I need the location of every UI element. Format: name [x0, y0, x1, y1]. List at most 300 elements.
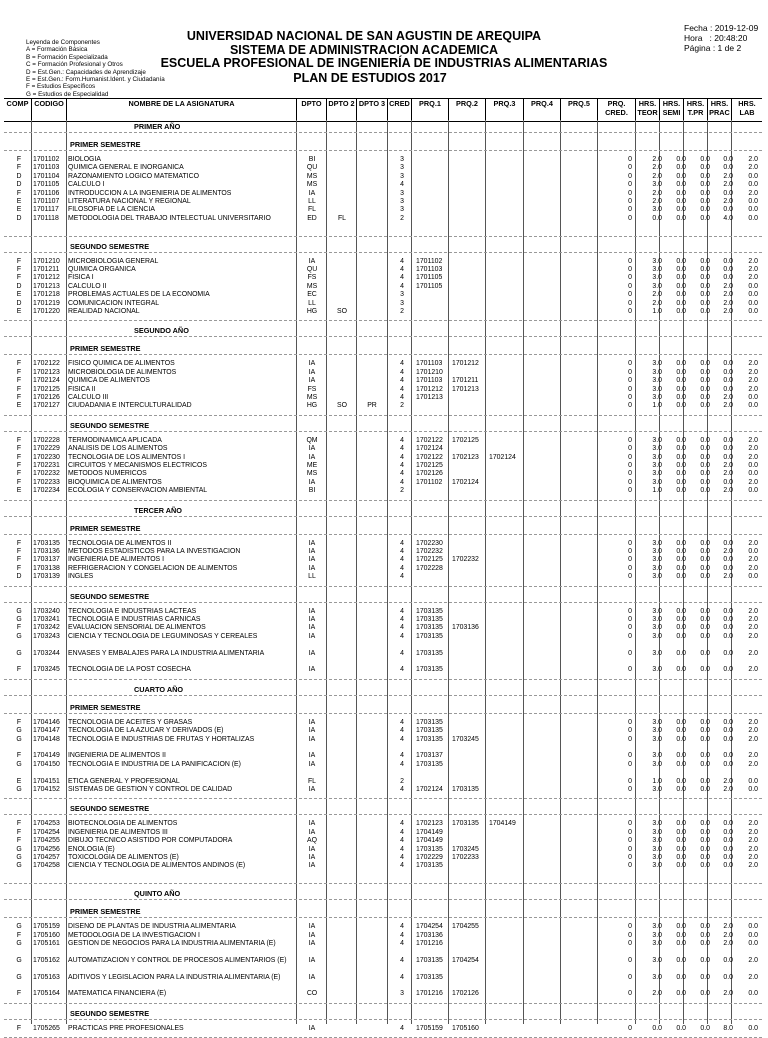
course-prereq1: 1704149 [416, 828, 443, 836]
course-prereq-credits: 0 [628, 931, 632, 939]
course-credits: 4 [400, 616, 404, 623]
course-hrs-prac: 0.0 [723, 607, 733, 615]
course-dept: IA [308, 257, 316, 265]
course-prereq1: 1702125 [416, 462, 443, 469]
course-prereq-credits: 0 [628, 198, 632, 205]
section-heading: QUINTO AÑO [134, 889, 181, 899]
course-hrs-semi: 0.0 [676, 820, 686, 828]
column-header: HRS. TEOR [635, 99, 659, 121]
course-credits: 4 [400, 470, 404, 478]
course-prereq1: 1703135 [416, 607, 443, 615]
row-separator [4, 899, 762, 900]
course-hrs-semi: 0.0 [676, 402, 686, 410]
course-code: 1701104 [33, 172, 60, 180]
course-code: 1701107 [33, 198, 60, 205]
row-separator [4, 883, 762, 884]
course-dept: ME [306, 462, 318, 469]
course-hrs-semi: 0.0 [676, 181, 686, 189]
course-prereq1: 1703135 [416, 649, 443, 657]
course-hrs-tpr: 0.0 [700, 931, 710, 939]
course-hrs-prac: 0.0 [723, 649, 733, 657]
course-name: COMUNICACION INTEGRAL [68, 299, 160, 307]
legend-line: F = Estudios Específicos [26, 83, 96, 91]
course-component: G [16, 735, 22, 743]
course-dept: FL [307, 777, 317, 785]
course-prereq1: 1703135 [416, 632, 443, 640]
course-name: REALIDAD NACIONAL [68, 308, 140, 315]
course-code: 1702127 [33, 402, 60, 410]
course-component: F [16, 377, 22, 385]
course-hrs-tpr: 0.0 [700, 956, 710, 964]
course-component: D [16, 282, 22, 290]
course-name: QUIMICA GENERAL E INORGANICA [68, 164, 184, 172]
course-dept2: FL [337, 214, 347, 222]
course-dept: IA [308, 820, 316, 828]
course-prereq-credits: 0 [628, 470, 632, 478]
course-name: INGENIERIA DE ALIMENTOS I [68, 556, 164, 564]
course-prereq-credits: 0 [628, 752, 632, 760]
course-code: 1705160 [33, 931, 60, 939]
course-credits: 4 [400, 257, 404, 265]
row-separator [4, 798, 762, 799]
course-dept: IA [308, 360, 316, 368]
course-name: TECNOLOGIA E INDUSTRIAS CARNICAS [68, 616, 201, 623]
course-hrs-tpr: 0.0 [700, 360, 710, 368]
course-prereq-credits: 0 [628, 624, 632, 632]
course-code: 1704253 [33, 820, 60, 828]
page-number: Página : 1 de 2 [684, 43, 742, 53]
course-prereq1: 1701102 [416, 478, 443, 486]
course-code: 1702229 [33, 445, 60, 453]
course-code: 1703138 [33, 564, 60, 572]
course-hrs-teor: 3.0 [652, 462, 662, 469]
course-hrs-tpr: 0.0 [700, 632, 710, 640]
course-hrs-prac: 2.0 [723, 990, 733, 998]
course-prereq1: 1701212 [416, 385, 443, 393]
course-dept: FS [307, 385, 317, 393]
course-dept: LL [308, 299, 316, 307]
course-name: FISICA II [68, 385, 96, 393]
row-separator [4, 415, 762, 416]
course-hrs-lab: 2.0 [748, 862, 758, 870]
course-name: CALCULO I [68, 181, 105, 189]
course-dept3: PR [367, 402, 377, 410]
course-code: 1701103 [33, 164, 60, 172]
course-hrs-semi: 0.0 [676, 607, 686, 615]
course-hrs-teor: 3.0 [652, 445, 662, 453]
legend-line: C = Formación Profesional y Otros [26, 61, 123, 69]
section-heading: SEGUNDO SEMESTRE [70, 1008, 150, 1018]
section-heading: SEGUNDO SEMESTRE [70, 804, 150, 814]
course-hrs-semi: 0.0 [676, 394, 686, 401]
course-component: G [16, 923, 22, 931]
course-prereq-credits: 0 [628, 556, 632, 564]
course-hrs-prac: 0.0 [723, 973, 733, 981]
course-prereq-credits: 0 [628, 214, 632, 222]
course-credits: 4 [400, 453, 404, 461]
course-hrs-semi: 0.0 [676, 956, 686, 964]
course-hrs-semi: 0.0 [676, 573, 686, 581]
course-prereq1: 1703135 [416, 666, 443, 674]
course-dept: MS [306, 470, 318, 478]
course-prereq2: 1703135 [452, 786, 479, 793]
legend-line: G = Estudios de Especialidad [26, 90, 109, 98]
course-dept: IA [308, 1024, 316, 1032]
course-hrs-teor: 3.0 [652, 436, 662, 444]
course-hrs-prac: 2.0 [723, 470, 733, 478]
course-prereq-credits: 0 [628, 828, 632, 836]
course-hrs-semi: 0.0 [676, 735, 686, 743]
course-hrs-lab: 2.0 [748, 607, 758, 615]
course-code: 1705161 [33, 940, 60, 947]
course-prereq2: 1703245 [452, 735, 479, 743]
course-code: 1703245 [33, 666, 60, 674]
course-prereq2: 1702123 [452, 453, 479, 461]
course-hrs-lab: 2.0 [748, 564, 758, 572]
course-hrs-teor: 3.0 [652, 266, 662, 273]
course-dept: HG [306, 308, 318, 315]
course-credits: 4 [400, 862, 404, 870]
course-hrs-teor: 1.0 [652, 402, 662, 410]
course-hrs-teor: 3.0 [652, 181, 662, 189]
course-dept2: SO [337, 308, 347, 315]
course-hrs-teor: 3.0 [652, 368, 662, 376]
course-name: TECNOLOGIA E INDUSTRIAS LACTEAS [68, 607, 197, 615]
course-component: F [16, 666, 22, 674]
course-hrs-teor: 0.0 [652, 1024, 662, 1032]
course-credits: 2 [400, 214, 404, 222]
course-code: 1705265 [33, 1024, 60, 1032]
course-component: G [16, 854, 22, 861]
column-divider [448, 120, 449, 1024]
course-prereq1: 1701102 [416, 257, 443, 265]
course-prereq2: 1703245 [452, 845, 479, 853]
course-prereq-credits: 0 [628, 760, 632, 768]
course-name: ADITIVOS Y LEGISLACION PARA LA INDUSTRIA ALIMENTARIA (E) [68, 973, 281, 981]
course-name: BIOLOGIA [68, 156, 101, 163]
course-hrs-teor: 3.0 [652, 760, 662, 768]
column-header: PRQ.4 [523, 99, 560, 121]
course-credits: 3 [400, 156, 404, 163]
course-component: F [16, 257, 22, 265]
course-prereq1: 1703135 [416, 973, 443, 981]
column-header: PRQ.1 [411, 99, 448, 121]
course-credits: 4 [400, 931, 404, 939]
course-hrs-teor: 1.0 [652, 777, 662, 785]
course-hrs-prac: 0.0 [723, 189, 733, 197]
course-name: CIENCIA Y TECNOLOGIA DE LEGUMINOSAS Y CEREALES [68, 632, 258, 640]
course-hrs-semi: 0.0 [676, 282, 686, 290]
course-name: INGLES [68, 573, 94, 581]
course-dept: IA [308, 752, 316, 760]
course-component: G [16, 862, 22, 870]
section-heading: SEGUNDO AÑO [134, 326, 189, 336]
course-credits: 4 [400, 973, 404, 981]
course-dept: IA [308, 564, 316, 572]
course-hrs-teor: 3.0 [652, 453, 662, 461]
course-hrs-lab: 2.0 [748, 752, 758, 760]
course-component: G [16, 649, 22, 657]
course-hrs-semi: 0.0 [676, 760, 686, 768]
course-prereq-credits: 0 [628, 436, 632, 444]
course-credits: 4 [400, 548, 404, 555]
course-hrs-prac: 0.0 [723, 752, 733, 760]
course-hrs-lab: 2.0 [748, 973, 758, 981]
course-hrs-tpr: 0.0 [700, 607, 710, 615]
course-credits: 4 [400, 564, 404, 572]
course-code: 1702230 [33, 453, 60, 461]
course-code: 1701219 [33, 299, 60, 307]
course-hrs-prac: 0.0 [723, 556, 733, 564]
course-hrs-lab: 2.0 [748, 164, 758, 172]
course-hrs-tpr: 0.0 [700, 777, 710, 785]
column-header: PRQ.3 [485, 99, 523, 121]
course-credits: 4 [400, 573, 404, 581]
course-credits: 4 [400, 436, 404, 444]
course-hrs-semi: 0.0 [676, 198, 686, 205]
course-prereq2: 1703135 [452, 820, 479, 828]
course-credits: 4 [400, 923, 404, 931]
course-hrs-tpr: 0.0 [700, 548, 710, 555]
course-prereq-credits: 0 [628, 956, 632, 964]
course-credits: 4 [400, 956, 404, 964]
course-hrs-teor: 3.0 [652, 607, 662, 615]
course-hrs-teor: 2.0 [652, 299, 662, 307]
course-prereq1: 1703135 [416, 862, 443, 870]
course-name: TECNOLOGIA DE LA POST COSECHA [68, 666, 191, 674]
course-code: 1703139 [33, 573, 60, 581]
course-prereq-credits: 0 [628, 299, 632, 307]
course-code: 1704151 [33, 777, 60, 785]
course-dept: EC [307, 291, 317, 299]
course-hrs-teor: 3.0 [652, 820, 662, 828]
course-code: 1704152 [33, 786, 60, 793]
course-hrs-lab: 2.0 [748, 837, 758, 845]
course-prereq1: 1701103 [416, 266, 443, 273]
column-divider [326, 120, 327, 1024]
course-component: F [16, 156, 22, 163]
course-dept: LL [308, 198, 316, 205]
course-component: E [16, 206, 22, 214]
course-credits: 4 [400, 556, 404, 564]
course-hrs-tpr: 0.0 [700, 735, 710, 743]
course-hrs-lab: 0.0 [748, 291, 758, 299]
course-hrs-teor: 3.0 [652, 616, 662, 623]
course-hrs-tpr: 0.0 [700, 616, 710, 623]
course-hrs-lab: 0.0 [748, 462, 758, 469]
course-hrs-lab: 2.0 [748, 735, 758, 743]
course-prereq-credits: 0 [628, 607, 632, 615]
course-dept: IA [308, 828, 316, 836]
course-name: ENOLOGIA (E) [68, 845, 115, 853]
course-prereq-credits: 0 [628, 377, 632, 385]
section-heading: PRIMER SEMESTRE [70, 523, 141, 533]
course-dept: MS [306, 282, 318, 290]
course-hrs-prac: 2.0 [723, 931, 733, 939]
course-name: INGENIERIA DE ALIMENTOS III [68, 828, 168, 836]
course-hrs-tpr: 0.0 [700, 206, 710, 214]
course-code: 1701211 [33, 266, 60, 273]
column-header: PRQ.2 [448, 99, 485, 121]
course-hrs-lab: 0.0 [748, 299, 758, 307]
course-prereq-credits: 0 [628, 940, 632, 947]
course-name: CIRCUITOS Y MECANISMOS ELECTRICOS [68, 462, 207, 469]
course-prereq-credits: 0 [628, 445, 632, 453]
course-prereq-credits: 0 [628, 164, 632, 172]
course-hrs-tpr: 0.0 [700, 854, 710, 861]
course-hrs-prac: 0.0 [723, 257, 733, 265]
course-credits: 4 [400, 607, 404, 615]
course-hrs-tpr: 0.0 [700, 274, 710, 282]
course-component: F [16, 360, 22, 368]
course-hrs-tpr: 0.0 [700, 172, 710, 180]
course-hrs-teor: 3.0 [652, 940, 662, 947]
course-dept: MS [306, 172, 318, 180]
course-name: FILOSOFIA DE LA CIENCIA [68, 206, 155, 214]
section-heading: PRIMER SEMESTRE [70, 702, 141, 712]
course-credits: 3 [400, 198, 404, 205]
legend-line: B = Formación Especializada [26, 53, 108, 61]
course-prereq-credits: 0 [628, 257, 632, 265]
section-heading: SEGUNDO SEMESTRE [70, 591, 150, 601]
course-hrs-prac: 0.0 [723, 820, 733, 828]
course-code: 1703244 [33, 649, 60, 657]
course-component: F [16, 564, 22, 572]
course-component: E [16, 402, 22, 410]
course-prereq1: 1703135 [416, 735, 443, 743]
course-dept: IA [308, 760, 316, 768]
course-name: CIENCIA Y TECNOLOGIA DE ALIMENTOS ANDINOS (E) [68, 862, 246, 870]
course-component: F [16, 624, 22, 632]
course-prereq-credits: 0 [628, 274, 632, 282]
course-credits: 4 [400, 377, 404, 385]
course-credits: 4 [400, 1024, 404, 1032]
course-hrs-prac: 2.0 [723, 402, 733, 410]
course-prereq1: 1703135 [416, 624, 443, 632]
course-prereq1: 1702229 [416, 854, 443, 861]
column-divider [597, 120, 598, 1024]
course-hrs-teor: 2.0 [652, 156, 662, 163]
course-hrs-tpr: 0.0 [700, 291, 710, 299]
course-hrs-tpr: 0.0 [700, 181, 710, 189]
course-hrs-tpr: 0.0 [700, 445, 710, 453]
course-hrs-tpr: 0.0 [700, 923, 710, 931]
course-hrs-lab: 0.0 [748, 470, 758, 478]
course-code: 1701212 [33, 274, 60, 282]
course-hrs-tpr: 0.0 [700, 828, 710, 836]
column-header: HRS. T.PR [683, 99, 707, 121]
course-hrs-semi: 0.0 [676, 862, 686, 870]
course-component: F [16, 470, 22, 478]
course-hrs-semi: 0.0 [676, 718, 686, 726]
course-hrs-prac: 0.0 [723, 854, 733, 861]
course-hrs-lab: 2.0 [748, 274, 758, 282]
course-prereq2: 1703136 [452, 624, 479, 632]
course-name: TECNOLOGIA DE LA AZUCAR Y DERIVADOS (E) [68, 727, 224, 735]
row-separator [4, 500, 762, 501]
course-dept: AQ [307, 837, 317, 845]
course-hrs-prac: 0.0 [723, 837, 733, 845]
course-hrs-lab: 0.0 [748, 282, 758, 290]
course-credits: 4 [400, 385, 404, 393]
course-hrs-semi: 0.0 [676, 478, 686, 486]
course-hrs-prac: 0.0 [723, 445, 733, 453]
course-prereq-credits: 0 [628, 820, 632, 828]
course-name: ANALISIS DE LOS ALIMENTOS [68, 445, 168, 453]
course-hrs-lab: 0.0 [748, 172, 758, 180]
course-hrs-teor: 3.0 [652, 973, 662, 981]
course-dept: CO [306, 990, 318, 998]
course-credits: 4 [400, 539, 404, 547]
course-hrs-tpr: 0.0 [700, 164, 710, 172]
course-prereq-credits: 0 [628, 156, 632, 163]
course-dept: IA [308, 556, 316, 564]
course-dept: IA [308, 940, 316, 947]
course-prereq-credits: 0 [628, 990, 632, 998]
course-code: 1704254 [33, 828, 60, 836]
course-code: 1704257 [33, 854, 60, 861]
course-hrs-prac: 2.0 [723, 291, 733, 299]
course-hrs-teor: 3.0 [652, 727, 662, 735]
row-separator [4, 534, 762, 535]
course-code: 1702126 [33, 394, 60, 401]
course-credits: 4 [400, 718, 404, 726]
course-prereq3: 1704149 [489, 820, 516, 828]
course-hrs-teor: 3.0 [652, 786, 662, 793]
course-code: 1703240 [33, 607, 60, 615]
course-hrs-semi: 0.0 [676, 377, 686, 385]
course-hrs-semi: 0.0 [676, 973, 686, 981]
course-prereq-credits: 0 [628, 632, 632, 640]
row-separator [4, 252, 762, 253]
course-component: G [16, 845, 22, 853]
row-separator [4, 320, 762, 321]
course-name: METODOS ESTADISTICOS PARA LA INVESTIGACION [68, 548, 241, 555]
row-separator [4, 336, 762, 337]
course-name: SISTEMAS DE GESTION Y CONTROL DE CALIDAD [68, 786, 233, 793]
course-name: MATEMATICA FINANCIERA (E) [68, 990, 167, 998]
course-hrs-semi: 0.0 [676, 360, 686, 368]
course-hrs-teor: 2.0 [652, 291, 662, 299]
course-code: 1701213 [33, 282, 60, 290]
course-credits: 4 [400, 360, 404, 368]
course-component: G [16, 940, 22, 947]
course-hrs-tpr: 0.0 [700, 666, 710, 674]
course-code: 1702124 [33, 377, 60, 385]
course-hrs-lab: 0.0 [748, 777, 758, 785]
course-dept: IA [308, 607, 316, 615]
course-hrs-teor: 3.0 [652, 564, 662, 572]
course-prereq-credits: 0 [628, 453, 632, 461]
course-dept2: SO [337, 402, 347, 410]
course-name: METODOLOGIA DE LA INVESTIGACION I [68, 931, 200, 939]
course-prereq1: 1701105 [416, 282, 443, 290]
course-hrs-tpr: 0.0 [700, 539, 710, 547]
course-hrs-teor: 3.0 [652, 470, 662, 478]
course-hrs-semi: 0.0 [676, 649, 686, 657]
course-hrs-semi: 0.0 [676, 931, 686, 939]
report-time: Hora : 20:48:20 [684, 33, 748, 43]
course-component: E [16, 487, 22, 495]
column-header: NOMBRE DE LA ASIGNATURA [66, 99, 296, 121]
column-header: DPTO [296, 99, 326, 121]
course-hrs-prac: 2.0 [723, 462, 733, 469]
course-credits: 4 [400, 854, 404, 861]
column-divider [356, 120, 357, 1024]
course-prereq-credits: 0 [628, 206, 632, 214]
course-hrs-semi: 0.0 [676, 206, 686, 214]
course-hrs-lab: 0.0 [748, 990, 758, 998]
